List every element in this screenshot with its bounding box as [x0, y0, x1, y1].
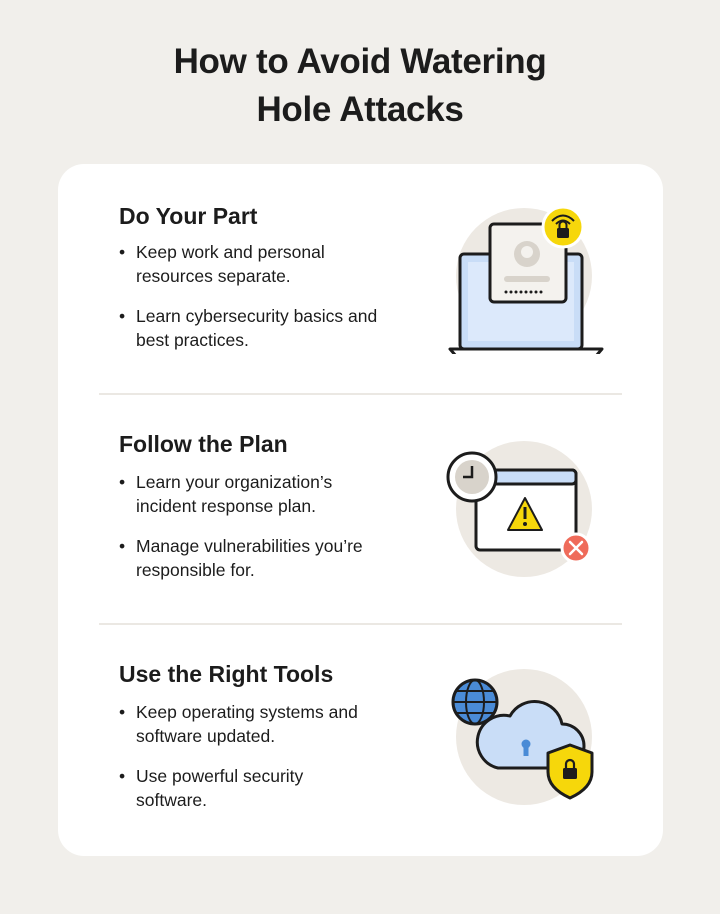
laptop-login-lock-icon	[446, 204, 606, 354]
section-title: Follow the Plan	[119, 431, 288, 457]
title-line-2: Hole Attacks	[256, 90, 464, 129]
title-line-1: How to Avoid Watering	[173, 42, 547, 81]
page-title	[0, 38, 720, 134]
bullet-list	[119, 470, 419, 598]
tips-card	[58, 164, 663, 856]
section-divider	[99, 623, 622, 625]
bullet-item: • Keep work and personal resources separate.	[119, 240, 376, 288]
section-title: Use the Right Tools	[119, 661, 334, 687]
bullet-item: • Learn cybersecurity basics and best practices.	[119, 304, 396, 352]
bullet-item: • Learn your organization’s incident response plan.	[119, 470, 386, 518]
bullet-item: • Keep operating systems and software updated.	[119, 700, 376, 748]
globe-cloud-shield-icon	[442, 662, 602, 812]
clock-alert-window-icon	[442, 434, 602, 584]
bullet-item: • Manage vulnerabilities you’re responsible for.	[119, 534, 366, 582]
bullet-item: • Use powerful security software.	[119, 764, 326, 812]
bullet-list	[119, 240, 419, 368]
section-title: Do Your Part	[119, 203, 258, 229]
bullet-list	[119, 700, 419, 828]
section-divider	[99, 393, 622, 395]
